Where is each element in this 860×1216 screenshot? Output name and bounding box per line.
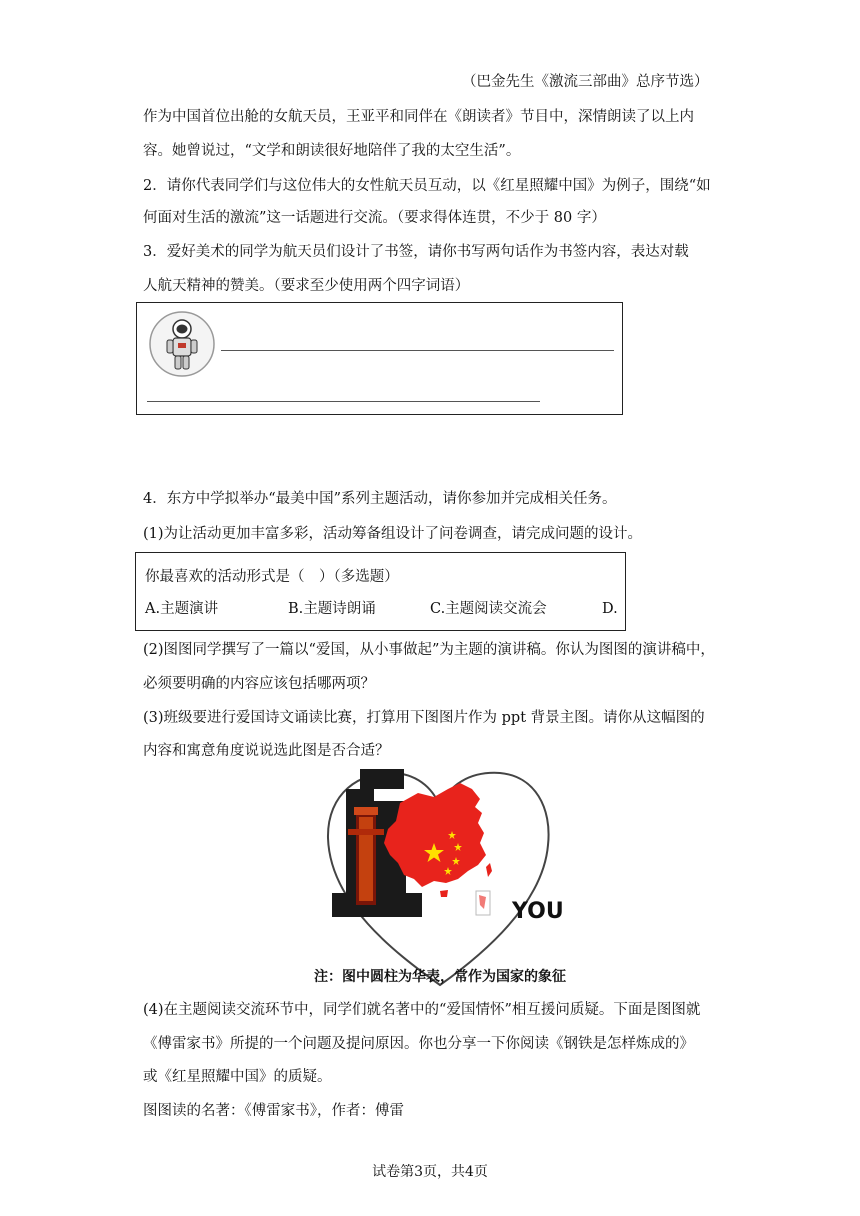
survey-box (135, 552, 626, 631)
image-caption: 注：图中圆柱为华表，常作为国家的象征 (314, 969, 566, 985)
question-4-part-3-line-1: (3)班级要进行爱国诗文诵读比赛，打算用下图图片作为 ppt 背景主图。请你从这幅图的 (143, 710, 705, 726)
bookmark-answer-line-2[interactable] (147, 401, 540, 402)
intro-line-1: 作为中国首位出舱的女航天员，王亚平和同伴在《朗读者》节目中，深情朗读了以上内 (143, 109, 694, 125)
question-4-part-3-line-2: 内容和寓意角度说说选此图是否合适？ (143, 743, 390, 759)
bookmark-answer-line-1[interactable] (221, 350, 614, 351)
taiwan-island (486, 863, 492, 877)
i-love-china-image (300, 763, 580, 995)
survey-option-a[interactable]: A.主题演讲 (145, 601, 219, 617)
source-note: （巴金先生《激流三部曲》总序节选） (462, 74, 709, 90)
question-4-part-4-line-3: 或《红星照耀中国》的质疑。 (143, 1069, 332, 1085)
question-4-part-4-line-2: 《傅雷家书》所提的一个问题及提问原因。你也分享一下你阅读《钢铁是怎样炼成的》 (143, 1036, 694, 1052)
question-4-part-2-line-1: (2)图图同学撰写了一篇以“爱国，从小事做起”为主题的演讲稿。你认为图图的演讲稿中， (143, 642, 715, 658)
survey-question: 你最喜欢的活动形式是（ ）（多选题） (145, 569, 399, 585)
page-footer: 试卷第3页，共4页 (372, 1164, 488, 1180)
question-2-line-2: 何面对生活的激流”这一话题进行交流。（要求得体连贯，不少于 80 字） (143, 210, 606, 226)
survey-option-d[interactable]: D. (602, 601, 618, 617)
question-4-part-2-line-2: 必须要明确的内容应该包括哪两项？ (143, 676, 375, 692)
survey-option-b[interactable]: B.主题诗朗诵 (288, 601, 376, 617)
bookmark-answer-box (136, 302, 623, 415)
astronaut-icon (147, 309, 217, 379)
hainan-island (440, 890, 448, 897)
intro-line-2: 容。她曾说过，“文学和朗读很好地陪伴了我的太空生活”。 (143, 143, 521, 159)
you-text: YOU (512, 899, 564, 924)
question-4-intro: 4．东方中学拟举办“最美中国”系列主题活动，请你参加并完成相关任务。 (143, 491, 617, 507)
question-4-part-4-line-4: 图图读的名著：《傅雷家书》，作者：傅雷 (143, 1103, 404, 1119)
question-3-line-1: 3．爱好美术的同学为航天员们设计了书签，请你书写两句话作为书签内容，表达对载 (143, 244, 689, 260)
question-4-part-4-line-1: (4)在主题阅读交流环节中，同学们就名著中的“爱国情怀”相互援问质疑。下面是图图就 (143, 1002, 701, 1018)
question-2-line-1: 2．请你代表同学们与这位伟大的女性航天员互动，以《红星照耀中国》为例子，围绕“如 (143, 178, 711, 194)
survey-option-c[interactable]: C.主题阅读交流会 (430, 601, 547, 617)
question-3-line-2: 人航天精神的赞美。（要求至少使用两个四字词语） (143, 278, 470, 294)
question-4-part-1: (1)为让活动更加丰富多彩，活动筹备组设计了问卷调查，请完成问题的设计。 (143, 526, 643, 542)
